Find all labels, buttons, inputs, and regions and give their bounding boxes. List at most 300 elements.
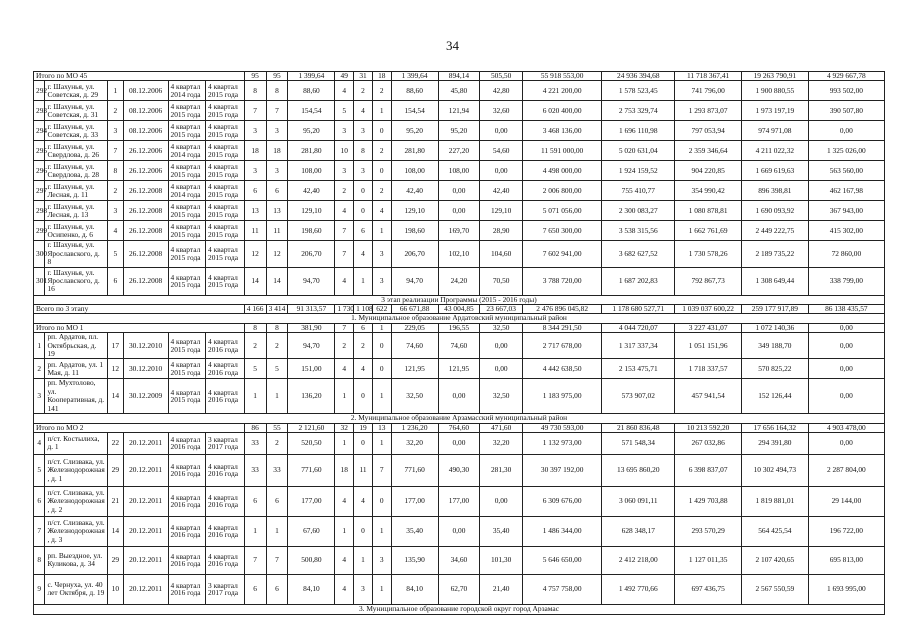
document-date: 26.12.2008 [123,221,168,241]
cell-value: 95,20 [288,121,335,141]
planned-start: 4 квартал 2015 года [168,267,206,295]
cell-value: 6 020 400,00 [523,101,602,121]
cell-value: 91 313,57 [288,305,335,314]
planned-end: 4 квартал 2016 года [206,333,245,359]
cell-value: 2 [266,333,288,359]
address-cell: п/ст. Слизвака, ул. Железнодорожная, д. 3 [45,516,108,546]
cell-value: 3 [354,161,373,181]
cell-value: 471,60 [480,423,523,432]
document-date: 08.12.2006 [123,81,168,101]
cell-value: 1 [244,516,266,546]
cell-value: 1 317 337,34 [602,333,675,359]
cell-value: 33 [244,432,266,454]
cell-value: 2 476 896 045,82 [523,305,602,314]
cell-value: 4 [335,486,354,516]
cell-value: 95 [244,72,266,81]
cell-value: 21,40 [480,574,523,604]
cell-value: 3 682 627,52 [602,241,675,267]
cell-value: 0 [372,161,391,181]
cell-value: 177,00 [438,486,480,516]
cell-value: 2 [354,333,373,359]
planned-start: 4 квартал 2016 года [168,574,206,604]
planned-start: 4 квартал 2014 года [168,81,206,101]
cell-value: 108,00 [288,161,335,181]
cell-value: 1 [372,516,391,546]
cell-value: 2 [335,181,354,201]
cell-value: 2 121,60 [288,423,335,432]
cell-value: 3 [372,241,391,267]
cell-value: 3 [244,121,266,141]
address-cell: г. Шахунья, ул. Советская, д. 31 [45,101,108,121]
cell-value: 84,10 [288,574,335,604]
total-label: Итого по МО 2 [34,423,245,432]
document-date: 26.12.2008 [123,201,168,221]
cell-value: 457 941,54 [675,379,742,414]
cell-value: 1 730 578,26 [675,241,742,267]
cell-value: 121,95 [438,359,480,379]
table-row [34,161,885,181]
cell-value: 7 650 300,00 [523,221,602,241]
cell-value: 0,00 [438,181,480,201]
table-row [34,181,885,201]
cell-value: 32,20 [391,432,438,454]
cell-value: 4 498 000,00 [523,161,602,181]
address-cell: п/ст. Слизвака, ул. Железнодорожная, д. 2 [45,486,108,516]
row-number: 292 [34,81,45,101]
cell-value: 10 302 494,73 [742,454,809,486]
document-number: 21 [108,486,124,516]
address-cell: г. Шахунья, ул. Свердлова, д. 28 [45,161,108,181]
cell-value: 206,70 [391,241,438,267]
cell-value: 259 177 917,89 [742,305,809,314]
cell-value: 1 [244,379,266,414]
cell-value: 894,14 [438,72,480,81]
planned-end: 4 квартал 2015 года [206,221,245,241]
cell-value: 6 398 837,07 [675,454,742,486]
cell-value: 0 [354,201,373,221]
cell-value: 415 302,00 [808,221,884,241]
table-row [34,241,885,267]
cell-value: 1 [372,379,391,414]
cell-value: 32 [335,423,354,432]
row-number: 298 [34,201,45,221]
cell-value: 505,50 [480,72,523,81]
cell-value: 152 126,44 [742,379,809,414]
cell-value: 0,00 [438,201,480,221]
planned-start: 4 квартал 2014 года [168,181,206,201]
row-number: 8 [34,546,45,574]
address-cell: с. Чернуха, ул. 40 лет Октября, д. 19 [45,574,108,604]
cell-value: 5 [335,101,354,121]
cell-value: 0,00 [808,121,884,141]
cell-value: 95,20 [391,121,438,141]
document-date: 30.12.2010 [123,333,168,359]
cell-value: 2 [372,181,391,201]
cell-value: 55 918 553,00 [523,72,602,81]
cell-value: 227,20 [438,141,480,161]
table-row [34,141,885,161]
cell-value: 1 [266,516,288,546]
cell-value: 5 646 650,00 [523,546,602,574]
cell-value: 0,00 [808,379,884,414]
cell-value: 14 [244,267,266,295]
address-cell: г. Шахунья, ул. Лесная, д. 13 [45,201,108,221]
cell-value: 14 [266,267,288,295]
row-number: 295 [34,141,45,161]
cell-value: 0,00 [480,121,523,141]
document-number: 3 [108,121,124,141]
cell-value: 281,80 [288,141,335,161]
cell-value: 381,90 [288,323,335,332]
cell-value: 29 144,00 [808,486,884,516]
cell-value: 0,00 [808,359,884,379]
table-row [34,379,885,414]
cell-value: 136,20 [288,379,335,414]
cell-value: 35,40 [480,516,523,546]
document-date: 26.12.2006 [123,141,168,161]
cell-value: 2 [244,333,266,359]
planned-start: 4 квартал 2016 года [168,432,206,454]
cell-value: 1 308 649,44 [742,267,809,295]
cell-value: 294 391,80 [742,432,809,454]
cell-value: 129,10 [288,201,335,221]
planned-end: 3 квартал 2017 года [206,574,245,604]
cell-value: 4 044 720,07 [602,323,675,332]
cell-value: 33 [244,454,266,486]
table-row [34,516,885,546]
cell-value: 2 449 222,75 [742,221,809,241]
address-cell: г. Шахунья, ул. Осипенко, д. 6 [45,221,108,241]
cell-value: 2 359 346,64 [675,141,742,161]
cell-value: 0,00 [480,333,523,359]
address-cell: г. Шахунья, ул. Ярославского, д. 8 [45,241,108,267]
cell-value: 0,00 [438,516,480,546]
table-row [34,432,885,454]
cell-value: 198,60 [288,221,335,241]
document-number: 14 [108,379,124,414]
cell-value: 3 [335,161,354,181]
cell-value: 1 924 159,52 [602,161,675,181]
cell-value: 7 [335,323,354,332]
planned-end: 4 квартал 2015 года [206,81,245,101]
cell-value: 67,60 [288,516,335,546]
cell-value: 0,00 [808,333,884,359]
planned-end: 4 квартал 2015 года [206,181,245,201]
cell-value: 1 662 761,69 [675,221,742,241]
cell-value: 5 [244,359,266,379]
cell-value: 13 695 860,20 [602,454,675,486]
cell-value: 177,00 [288,486,335,516]
document-number: 5 [108,241,124,267]
cell-value: 3 538 315,56 [602,221,675,241]
document-number: 14 [108,516,124,546]
row-number: 2 [34,359,45,379]
cell-value: 7 [335,241,354,267]
cell-value: 267 032,86 [675,432,742,454]
table-row [34,81,885,101]
cell-value: 108,00 [391,161,438,181]
table-row [34,101,885,121]
cell-value: 1 [372,221,391,241]
cell-value: 12 [266,241,288,267]
cell-value: 135,90 [391,546,438,574]
document-date: 30.12.2009 [123,379,168,414]
cell-value: 3 [335,121,354,141]
cell-value: 104,60 [480,241,523,267]
row-number: 300 [34,241,45,267]
cell-value: 8 [354,141,373,161]
cell-value: 28,90 [480,221,523,241]
cell-value: 18 [372,72,391,81]
address-cell: п/ст. Слизвака, ул. Железнодорожная, д. 1 [45,454,108,486]
cell-value: 95,20 [438,121,480,141]
cell-value: 198,60 [391,221,438,241]
cell-value: 121,95 [391,359,438,379]
cell-value: 2 412 218,00 [602,546,675,574]
table-row [34,221,885,241]
cell-value: 0 [372,486,391,516]
cell-value: 2 [372,141,391,161]
cell-value: 3 [372,267,391,295]
table-row [34,454,885,486]
cell-value: 11 591 000,00 [523,141,602,161]
row-number: 299 [34,221,45,241]
cell-value: 32,50 [480,323,523,332]
address-cell: рп. Ардатов, пл. Октябрьская, д. 19 [45,333,108,359]
cell-value: 1 [354,546,373,574]
document-date: 26.12.2008 [123,267,168,295]
address-cell: г. Шахунья, ул. Советская, д. 33 [45,121,108,141]
cell-value: 32,50 [480,379,523,414]
cell-value: 42,80 [480,81,523,101]
cell-value: 293 570,29 [675,516,742,546]
cell-value: 0 [354,379,373,414]
cell-value: 6 [244,486,266,516]
cell-value: 4 929 667,78 [808,72,884,81]
section-row [34,314,885,323]
cell-value: 570 825,22 [742,359,809,379]
cell-value: 32,20 [480,432,523,454]
cell-value: 86 138 435,57 [808,305,884,314]
cell-value: 755 410,77 [602,181,675,201]
document-date: 30.12.2010 [123,359,168,379]
cell-value: 74,60 [391,333,438,359]
row-number: 294 [34,121,45,141]
cell-value: 18 [335,454,354,486]
cell-value: 4 903 478,00 [808,423,884,432]
planned-start: 4 квартал 2016 года [168,454,206,486]
cell-value: 101,30 [480,546,523,574]
document-date: 26.12.2008 [123,181,168,201]
cell-value: 2 567 550,59 [742,574,809,604]
cell-value: 1 429 703,88 [675,486,742,516]
document-number: 22 [108,432,124,454]
cell-value: 11 [244,221,266,241]
planned-end: 4 квартал 2015 года [206,161,245,181]
cell-value: 4 [335,267,354,295]
planned-start: 4 квартал 2015 года [168,359,206,379]
cell-value: 18 [266,141,288,161]
cell-value: 196 722,00 [808,516,884,546]
total-label: Всего по 3 этапу [34,305,245,314]
cell-value: 6 [244,181,266,201]
cell-value: 8 [266,81,288,101]
cell-value: 74,60 [438,333,480,359]
document-date: 20.12.2011 [123,516,168,546]
address-cell: рп. Ардатов, ул. 1 Мая, д. 11 [45,359,108,379]
cell-value: 108,00 [438,161,480,181]
cell-value: 94,70 [391,267,438,295]
planned-end: 4 квартал 2015 года [206,101,245,121]
cell-value: 354 990,42 [675,181,742,201]
cell-value: 7 [244,546,266,574]
cell-value: 129,10 [391,201,438,221]
cell-value: 792 867,73 [675,267,742,295]
cell-value: 1 [372,101,391,121]
cell-value: 11 [354,454,373,486]
cell-value: 1 399,64 [391,72,438,81]
cell-value: 95 [266,72,288,81]
cell-value: 1 486 344,00 [523,516,602,546]
cell-value: 3 [266,121,288,141]
cell-value: 151,00 [288,359,335,379]
cell-value: 1 696 110,98 [602,121,675,141]
section-row [34,414,885,423]
cell-value: 697 436,75 [675,574,742,604]
cell-value: 5 020 631,04 [602,141,675,161]
cell-value: 24 936 394,68 [602,72,675,81]
document-date: 08.12.2006 [123,121,168,141]
cell-value: 797 053,94 [675,121,742,141]
cell-value: 1 730 [335,305,354,314]
cell-value: 3 [244,161,266,181]
cell-value: 2 300 083,27 [602,201,675,221]
cell-value: 10 [335,141,354,161]
document-number: 7 [108,141,124,161]
cell-value: 102,10 [438,241,480,267]
cell-value: 7 [372,454,391,486]
cell-value: 520,50 [288,432,335,454]
cell-value: 1 183 975,00 [523,379,602,414]
cell-value: 281,30 [480,454,523,486]
cell-value: 42,40 [288,181,335,201]
cell-value: 8 [266,323,288,332]
cell-value: 771,60 [391,454,438,486]
cell-value: 35,40 [391,516,438,546]
cell-value: 1 578 523,45 [602,81,675,101]
cell-value: 66 671,88 [391,305,438,314]
row-number: 297 [34,181,45,201]
cell-value: 33 [266,454,288,486]
cell-value: 1 236,20 [391,423,438,432]
cell-value: 4 757 758,00 [523,574,602,604]
cell-value: 8 [244,81,266,101]
cell-value: 1 399,64 [288,72,335,81]
cell-value: 43 004,85 [438,305,480,314]
document-number: 10 [108,574,124,604]
cell-value: 1 178 680 527,71 [602,305,675,314]
cell-value: 229,05 [391,323,438,332]
cell-value: 338 799,00 [808,267,884,295]
cell-value: 500,80 [288,546,335,574]
planned-end: 4 квартал 2015 года [206,121,245,141]
planned-end: 4 квартал 2015 года [206,141,245,161]
cell-value: 771,60 [288,454,335,486]
planned-end: 4 квартал 2015 года [206,267,245,295]
section-title: 2. Муниципальное образование Арзамасский муниципальный район [34,414,885,423]
document-number: 12 [108,359,124,379]
cell-value: 45,80 [438,81,480,101]
cell-value: 4 166 [244,305,266,314]
cell-value: 8 [244,323,266,332]
cell-value: 32,50 [391,379,438,414]
table-row [34,267,885,295]
document-number: 17 [108,333,124,359]
address-cell: рп. Мухтолово, ул. Кооперативная, д. 141 [45,379,108,414]
cell-value: 896 398,81 [742,181,809,201]
cell-value: 4 [354,486,373,516]
cell-value: 24,20 [438,267,480,295]
cell-value: 30 397 192,00 [523,454,602,486]
row-number: 9 [34,574,45,604]
table-row [34,486,885,516]
cell-value: 1 127 011,35 [675,546,742,574]
cell-value: 3 788 720,00 [523,267,602,295]
cell-value: 19 263 790,91 [742,72,809,81]
cell-value: 4 [372,201,391,221]
planned-start: 4 квартал 2015 года [168,161,206,181]
cell-value: 7 602 941,00 [523,241,602,267]
cell-value: 19 [354,423,373,432]
cell-value: 0,00 [808,432,884,454]
cell-value: 86 [244,423,266,432]
page-number: 34 [446,38,459,53]
planned-start: 4 квартал 2015 года [168,333,206,359]
cell-value: 6 [244,574,266,604]
cell-value: 1 080 878,81 [675,201,742,221]
document-date: 08.12.2006 [123,101,168,121]
cell-value: 1 718 337,57 [675,359,742,379]
cell-value: 741 796,00 [675,81,742,101]
planned-start: 4 квартал 2015 года [168,121,206,141]
total-row [34,323,885,332]
planned-end: 4 квартал 2016 года [206,546,245,574]
cell-value: 1 072 140,36 [742,323,809,332]
address-cell: рп. Выездное, ул. Куликова, д. 34 [45,546,108,574]
cell-value: 563 560,00 [808,161,884,181]
cell-value: 8 344 291,50 [523,323,602,332]
cell-value: 2 [266,432,288,454]
cell-value: 0 [354,516,373,546]
cell-value: 0 [372,333,391,359]
cell-value: 571 548,34 [602,432,675,454]
cell-value: 0,00 [808,323,884,332]
cell-value: 974 971,08 [742,121,809,141]
planned-start: 4 квартал 2015 года [168,379,206,414]
planned-end: 3 квартал 2017 года [206,432,245,454]
cell-value: 4 [335,546,354,574]
total-row [34,423,885,432]
cell-value: 10 213 592,20 [675,423,742,432]
cell-value: 4 [354,359,373,379]
cell-value: 0,00 [480,161,523,181]
table-row [34,574,885,604]
cell-value: 0 [372,121,391,141]
cell-value: 4 [335,574,354,604]
cell-value: 7 [266,101,288,121]
cell-value: 206,70 [288,241,335,267]
row-number: 293 [34,101,45,121]
